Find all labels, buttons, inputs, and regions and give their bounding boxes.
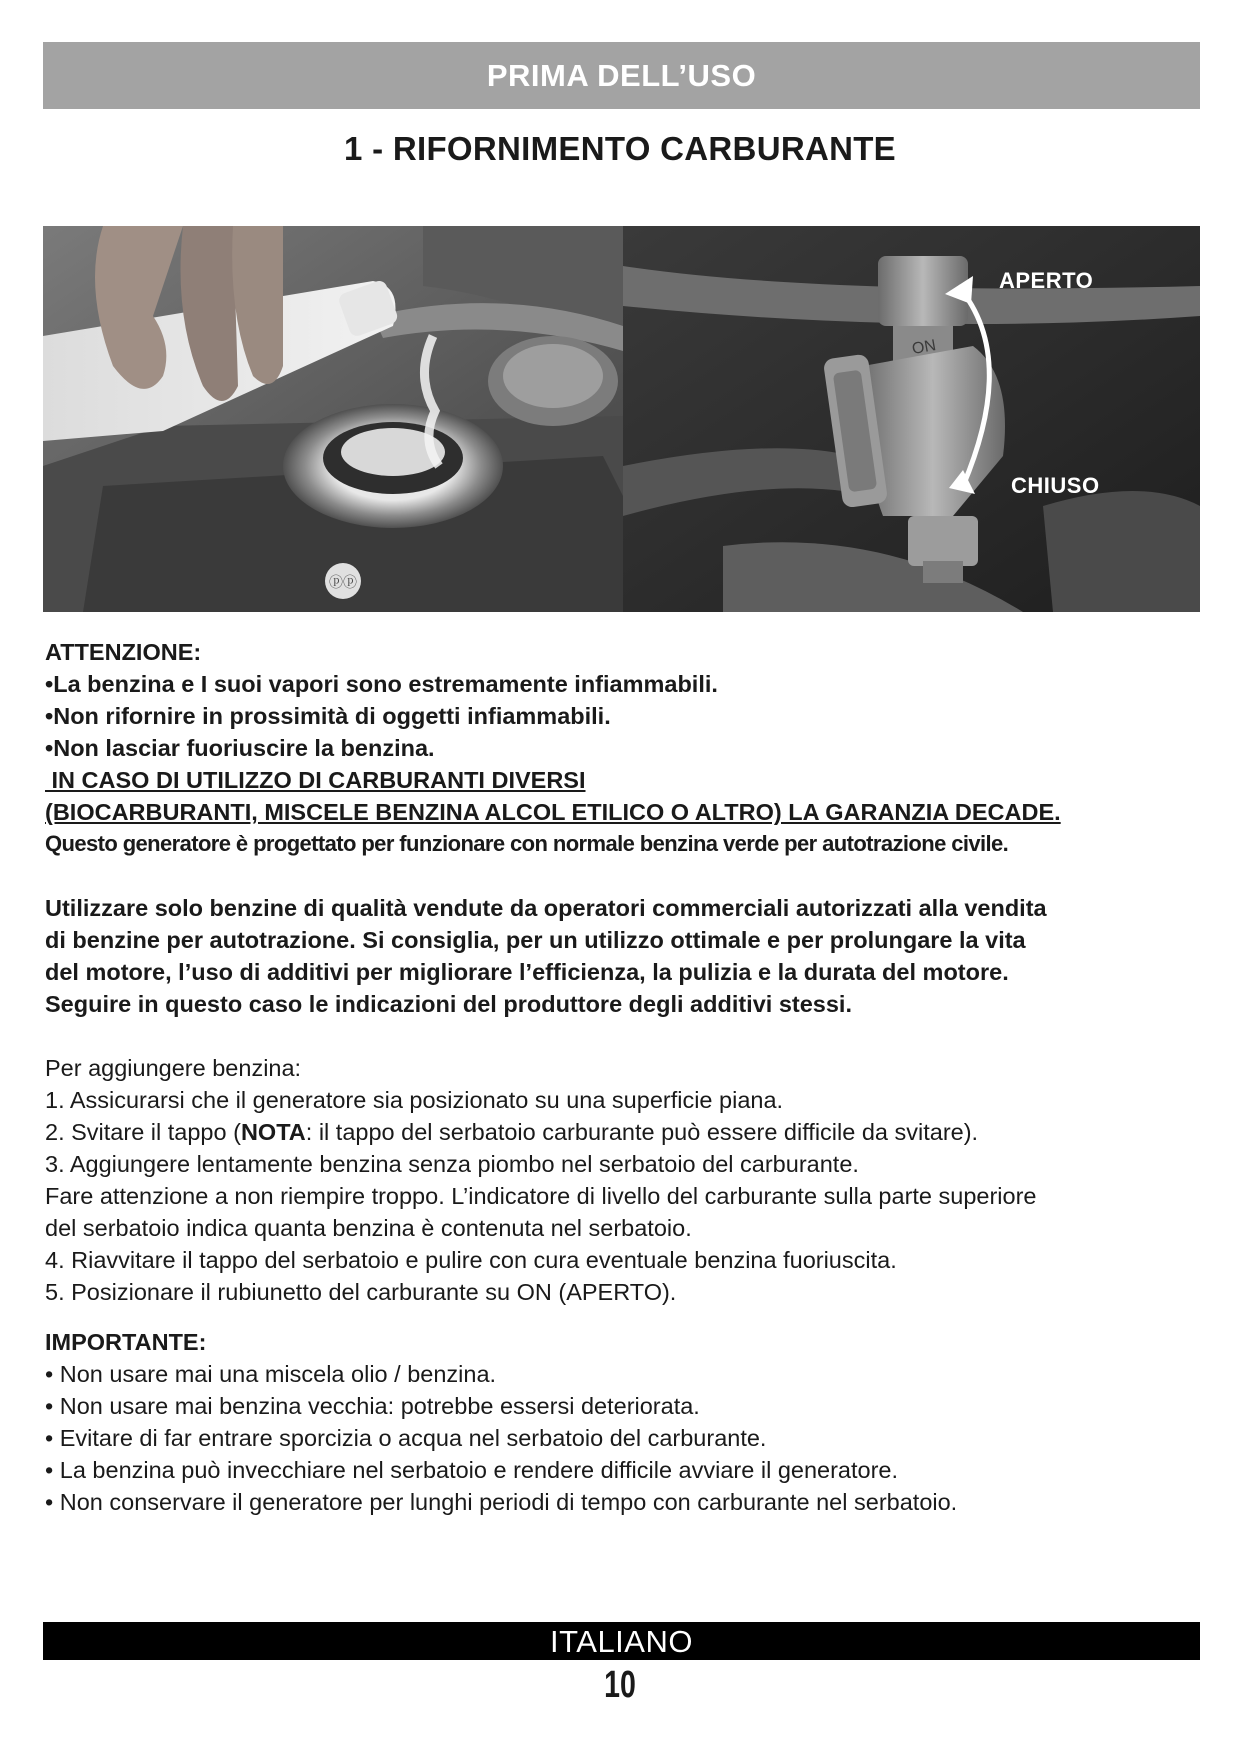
important-heading: IMPORTANTE: <box>45 1329 207 1355</box>
step-2-note-label: NOTA <box>240 1119 306 1145</box>
important-bullet: • Evitare di far entrare sporcizia o acqua nel serbatoio del carburante. <box>45 1425 767 1451</box>
valve-closed-label: CHIUSO <box>1011 473 1100 498</box>
footer-language: ITALIANO <box>550 1624 693 1659</box>
step-2 <box>45 1116 1205 1148</box>
fuel-quality-paragraph <box>45 892 1205 1020</box>
valve-on-marking: ON <box>910 337 938 358</box>
photo-refueling <box>43 226 623 612</box>
svg-text:ⓟⓟ: ⓟⓟ <box>329 574 357 590</box>
paragraph-line: di benzine per autotrazione. Si consiglia, per un utilizzo ottimale e per prolungare la vita <box>45 927 1026 953</box>
attention-bullet: •Non rifornire in prossimità di oggetti infiammabili. <box>45 703 611 729</box>
step-4: 4. Riavvitare il tappo del serbatoio e pulire con cura eventuale benzina fuoriuscita. <box>45 1247 897 1273</box>
important-bullet: • Non usare mai una miscela olio / benzina. <box>45 1361 497 1387</box>
language-footer-bar <box>43 1622 1200 1660</box>
important-block <box>45 1326 1205 1518</box>
valve-open-label: APERTO <box>999 268 1094 293</box>
paragraph-line: del motore, l’uso di additivi per migliorare l’efficienza, la pulizia e la durata del motore. <box>45 959 1009 985</box>
section-title: 1 - RIFORNIMENTO CARBURANTE <box>344 130 896 167</box>
step-2-suffix: : il tappo del serbatoio carburante può essere difficile da svitare). <box>305 1119 979 1145</box>
refuel-steps <box>45 1052 1205 1308</box>
important-bullet: • Non conservare il generatore per lunghi periodi di tempo con carburante nel serbatoio. <box>45 1489 958 1515</box>
steps-intro: Per aggiungere benzina: <box>45 1055 302 1081</box>
paragraph-line: Seguire in questo caso le indicazioni del produttore degli additivi stessi. <box>45 991 852 1017</box>
header-title: PRIMA DELL’USO <box>486 58 757 93</box>
step-3: 3. Aggiungere lentamente benzina senza piombo nel serbatoio del carburante. <box>45 1151 859 1177</box>
important-bullet: • Non usare mai benzina vecchia: potrebbe essersi deteriorata. <box>45 1393 700 1419</box>
step-1: 1. Assicurarsi che il generatore sia posizionato su una superficie piana. <box>45 1087 784 1113</box>
step-5: 5. Posizionare il rubiunetto del carburante su ON (APERTO). <box>45 1279 677 1305</box>
important-bullet: • La benzina può invecchiare nel serbatoio e rendere difficile avviare il generatore. <box>45 1457 899 1483</box>
step-3-note: Fare attenzione a non riempire troppo. L’indicatore di livello del carburante sulla parte superiore <box>45 1183 1037 1209</box>
paragraph-line: Utilizzare solo benzine di qualità vendute da operatori commerciali autorizzati alla vendita <box>45 895 1047 921</box>
page-number: 10 <box>604 1664 636 1706</box>
step-3-note: del serbatoio indica quanta benzina è contenuta nel serbatoio. <box>45 1215 692 1241</box>
attention-bullet: •Non lasciar fuoriuscire la benzina. <box>45 735 435 761</box>
attention-bullet: •La benzina e I suoi vapori sono estremamente infiammabili. <box>45 671 718 697</box>
warranty-warning-line: (BIOCARBURANTI, MISCELE BENZINA ALCOL ETILICO O ALTRO) LA GARANZIA DECADE. <box>45 799 1061 825</box>
attention-heading: ATTENZIONE: <box>45 639 202 665</box>
section-header-bar <box>43 42 1200 109</box>
step-2-prefix: 2. Svitare il tappo ( <box>45 1119 241 1145</box>
refueling-illustration <box>43 226 623 612</box>
fuel-valve-illustration <box>623 226 1200 612</box>
fuel-type-note: Questo generatore è progettato per funzionare con normale benzina verde per autotrazione civile. <box>45 831 1009 856</box>
attention-block <box>45 636 1205 860</box>
photo-fuel-valve <box>623 226 1200 612</box>
warranty-warning-line: IN CASO DI UTILIZZO DI CARBURANTI DIVERSI <box>45 767 586 793</box>
